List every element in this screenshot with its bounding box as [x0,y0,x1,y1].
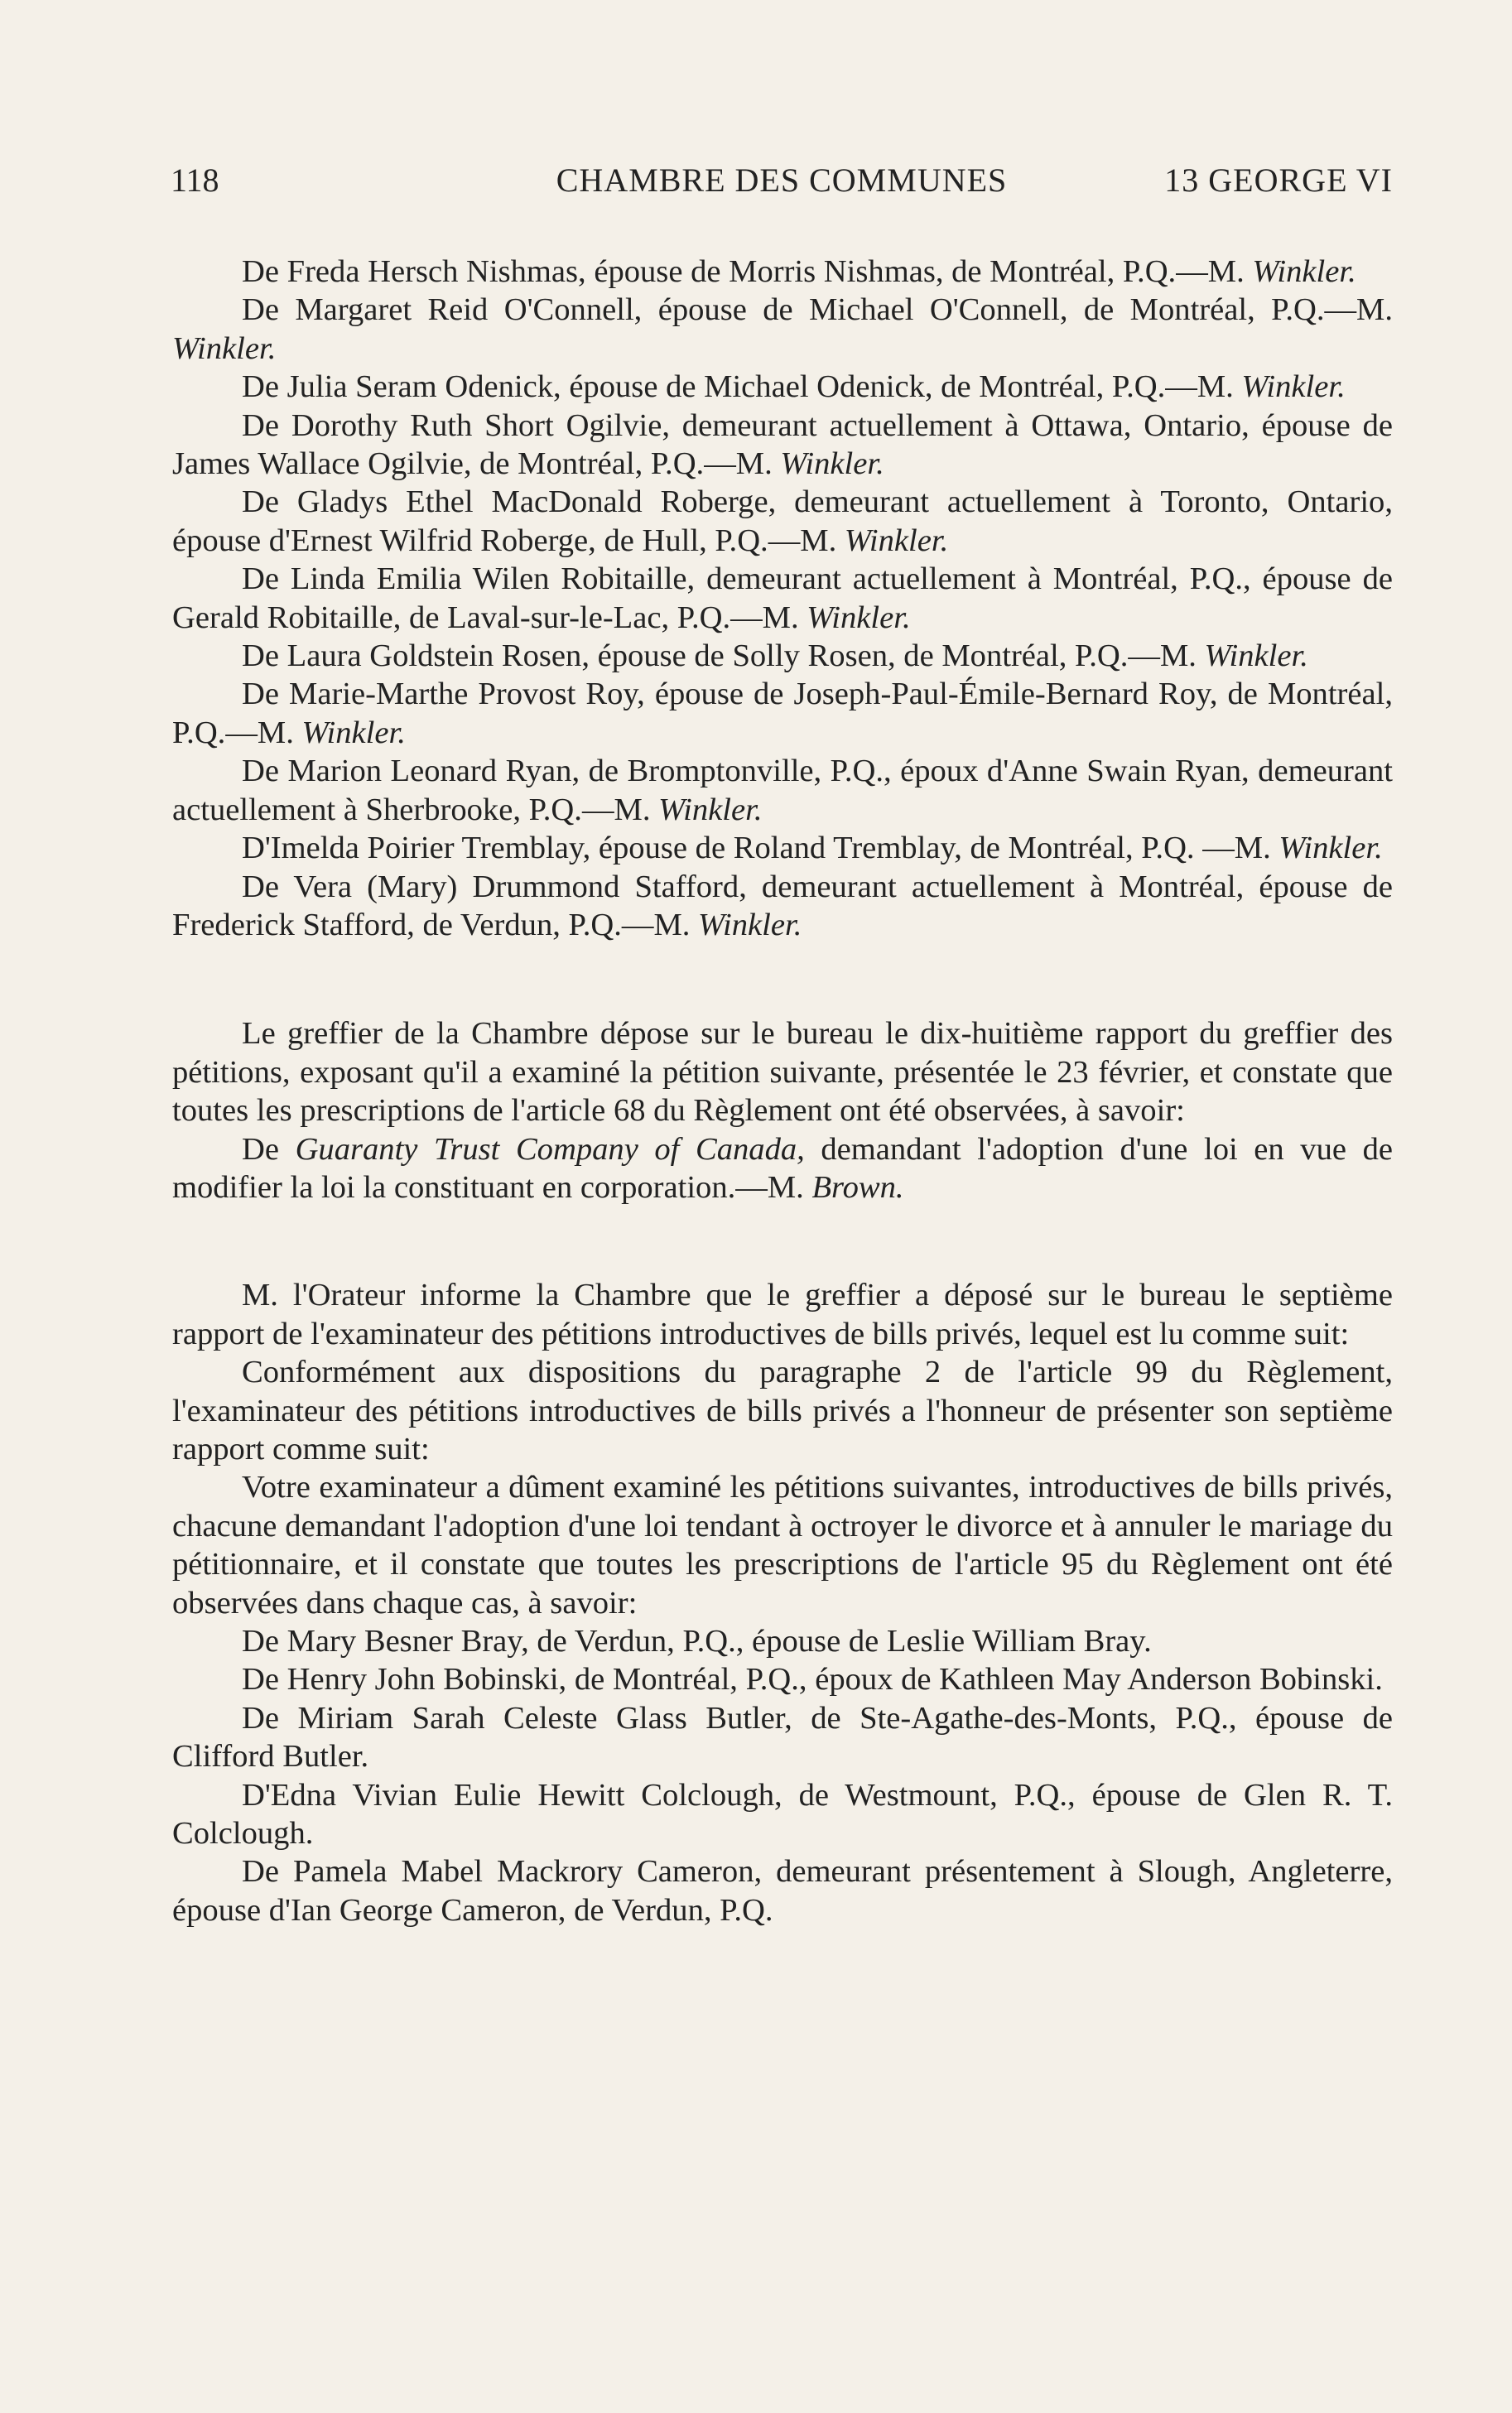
petition-item: De Henry John Bobinski, de Montréal, P.Q., époux de Kathleen May Anderson Bobinski. [242,1662,1383,1698]
member-name: Winkler. [844,523,949,558]
petition-item: D'Imelda Poirier Tremblay, épouse de Roland Tremblay, de Montréal, P.Q. —M. Winkler. [242,831,1383,866]
petition-item: De Gladys Ethel MacDonald Roberge, demeurant actuellement à Toronto, Ontario, épouse d'Ernest Wilfrid Roberge, de Hull, P.Q.—M. Winkler. [172,484,1393,558]
petition-list-divorce [172,1622,1393,1929]
petition-item: De Linda Emilia Wilen Robitaille, demeurant actuellement à Montréal, P.Q., épouse de Gerald Robitaille, de Laval-sur-le-Lac, P.Q.—M. Winkler. [172,561,1393,635]
member-name: Winkler. [301,715,406,750]
running-header [171,156,1393,205]
petition-item: De Laura Goldstein Rosen, épouse de Solly Rosen, de Montréal, P.Q.—M. Winkler. [242,638,1308,674]
member-name: Winkler. [807,600,911,635]
petition-item: De Miriam Sarah Celeste Glass Butler, de Ste-Agathe-des-Monts, P.Q., épouse de Clifford Butler. [172,1700,1393,1775]
member-name: Winkler. [780,446,884,482]
speaker-report-section [172,1276,1393,1622]
member-name: Winkler. [698,907,802,942]
report-paragraph: Votre examinateur a dûment examiné les pétitions suivantes, introductives de bills privés, chacune demandant l'adoption d'une loi tendant à octroyer le divorce et à annuler le mariage du pétitionnaire, et il constate que toutes les prescriptions de l'article 95 du Règlement ont été observées dans chaque cas, à savoir: [172,1470,1393,1621]
petition-item: De Mary Besner Bray, de Verdun, P.Q., épouse de Leslie William Bray. [242,1624,1152,1659]
clerk-report-section [172,1014,1393,1206]
member-name: Brown. [811,1169,904,1205]
petition-item: De Marie-Marthe Provost Roy, épouse de Joseph-Paul-Émile-Bernard Roy, de Montréal, P.Q.—M. Winkler. [172,677,1393,750]
petitioner-company: Guaranty Trust Company of Canada, [295,1131,805,1167]
clerk-report-intro: Le greffier de la Chambre dépose sur le bureau le dix-huitième rapport du greffier des pétitions, exposant qu'il a examiné la pétition suivante, présentée le 23 février, et constate que toutes les prescriptions de l'article 68 du Règlement ont été observées, à savoir: [172,1016,1393,1129]
speaker-report-intro: M. l'Orateur informe la Chambre que le greffier a déposé sur le bureau le septième rapport de l'examinateur des pétitions introductives de bills privés, lequel est lu comme suit: [172,1278,1393,1351]
petition-item: De Freda Hersch Nishmas, épouse de Morris Nishmas, de Montréal, P.Q.—M. Winkler. [242,254,1356,289]
petition-item: De Vera (Mary) Drummond Stafford, demeurant actuellement à Montréal, épouse de Frederick Stafford, de Verdun, P.Q.—M. Winkler. [172,869,1393,942]
member-name: Winkler. [1204,638,1308,674]
member-name: Winkler. [1252,254,1356,289]
petition-item: De Julia Seram Odenick, épouse de Michael Odenick, de Montréal, P.Q.—M. Winkler. [242,369,1346,405]
petition-list-winkler [172,253,1393,944]
regnal-year: 13 GEORGE VI [1164,161,1393,199]
petition-item: De Marion Leonard Ryan, de Bromptonville, P.Q., époux d'Anne Swain Ryan, demeurant actuellement à Sherbrooke, P.Q.—M. Winkler. [172,754,1393,827]
running-title: CHAMBRE DES COMMUNES [556,161,1008,199]
petition-item: De Margaret Reid O'Connell, épouse de Michael O'Connell, de Montréal, P.Q.—M. Winkler. [172,292,1393,366]
section-spacer [172,944,1393,1014]
report-paragraph: Conformément aux dispositions du paragraphe 2 de l'article 99 du Règlement, l'examinateur des pétitions introductives de bills privés a l'honneur de présenter son septième rapport comme suit: [172,1355,1393,1467]
member-name: Winkler. [172,330,277,366]
member-name: Winkler. [658,792,763,827]
petition-item: De Pamela Mabel Mackrory Cameron, demeurant présentement à Slough, Angleterre, épouse d'Ian George Cameron, de Verdun, P.Q. [172,1854,1393,1928]
section-spacer [172,1206,1393,1276]
member-name: Winkler. [1241,369,1346,405]
page-number: 118 [171,161,219,199]
petition-item: D'Edna Vivian Eulie Hewitt Colclough, de Westmount, P.Q., épouse de Glen R. T. Colclough. [172,1777,1393,1852]
page-body [172,253,1393,1929]
petition-item: De Dorothy Ruth Short Ogilvie, demeurant actuellement à Ottawa, Ontario, épouse de James Wallace Ogilvie, de Montréal, P.Q.—M. Winkler. [172,407,1393,482]
petition-item: De Guaranty Trust Company of Canada, demandant l'adoption d'une loi en vue de modifier la loi la constituant en corporation.—M. Brown. [172,1131,1393,1205]
member-name: Winkler. [1278,831,1383,866]
